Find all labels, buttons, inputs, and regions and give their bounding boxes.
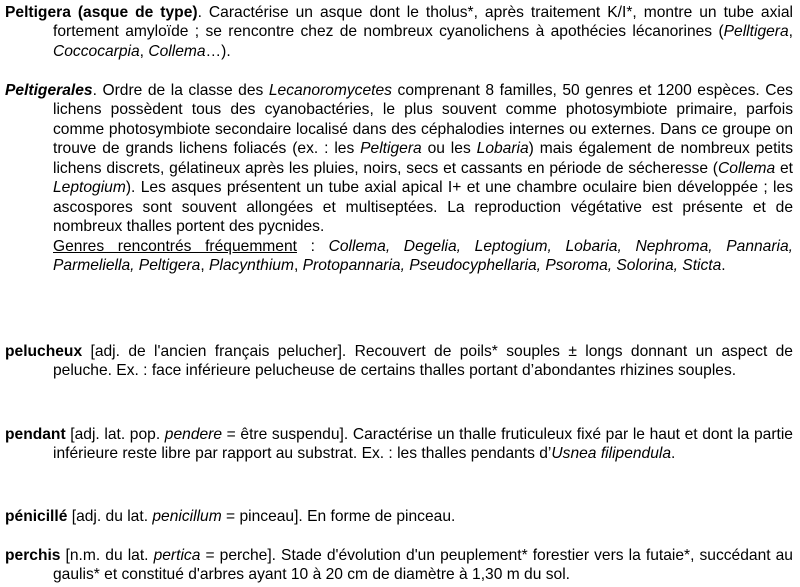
genres-label: Genres rencontrés fréquemment — [53, 237, 297, 255]
definition-text: et — [775, 159, 794, 177]
latin-word: penicillum — [152, 507, 222, 525]
term-pendant: pendant — [5, 425, 66, 443]
definition-text: comprenant 8 familles, 50 genres et 1200 espèces. Ces lichens possèdent tous des cyanobactéries, le plus souvent comme photosymbiote primaire, parfois comme photosymbiote secondaire localisé dans des céphalodies internes ou externes. Dans ce groupe on trouve de grands lichens foliacés (ex. : les — [53, 81, 793, 158]
definition-text: = perche]. Stade d'évolution d'un peuplement* forestier vers la futaie*, succédant au gaulis* et constitué d'arbres ayant 10 à 20 cm de diamètre à 1,30 m du sol. — [53, 546, 793, 584]
entry-peltigerales — [5, 81, 793, 276]
definition-text: [adj. de l'ancien français pelucher]. Recouvert de poils* souples ± longs donnant un aspect de peluche. Ex. : face inférieure pelucheuse de certains thalles portant d’abondantes rhizines souples. — [53, 342, 793, 380]
entry-penicille — [5, 507, 793, 527]
genus-name: Pelltigera — [723, 23, 789, 41]
definition-text: = pinceau]. En forme de pinceau. — [221, 507, 456, 525]
definition-text: [n.m. du lat. — [60, 546, 154, 564]
definition-text: = être suspendu]. Caractérise un thalle fruticuleux fixé par le haut et dont la partie inférieure reste libre par rapport au substrat. Ex. : les thalles pendants d’ — [53, 425, 793, 463]
genus-name: Collema — [718, 159, 776, 177]
period: . — [671, 445, 676, 463]
genres-names: Placynthium — [209, 257, 294, 275]
entry-peltigera — [5, 3, 793, 62]
genus-name: Coccocarpia — [53, 42, 140, 60]
definition-text: [adj. du lat. — [67, 507, 153, 525]
entry-pendant — [5, 425, 793, 464]
period: . — [721, 257, 726, 275]
species-name: Usnea filipendula — [551, 445, 672, 463]
class-name: Lecanoromycetes — [268, 81, 392, 99]
separator: , — [788, 23, 793, 41]
definition-text: . Ordre de la classe des — [92, 81, 269, 99]
definition-text: . Caractérise un asque dont le tholus*, après traitement K/I*, montre un tube axial fortement amyloïde ; se rencontre chez de nombreux cyanolichens à apothécies lécanorines ( — [53, 3, 793, 41]
genus-name: Leptogium — [53, 179, 126, 197]
definition-text: ). — [221, 42, 231, 60]
term-pelucheux: pelucheux — [5, 342, 83, 360]
latin-word: pendere — [164, 425, 223, 443]
entry-perchis — [5, 546, 793, 585]
term-perchis: perchis — [5, 546, 61, 564]
definition-text: ou les — [421, 140, 477, 158]
ellipsis: … — [205, 42, 222, 60]
term-peltigerales: Peltigerales — [5, 81, 93, 99]
definition-text: ). Les asques présentent un tube axial apical I+ et une chambre oculaire bien développée ; les ascospores sont souvent allongées et multiseptées. La reproduction végétative est présente et de nombreux thalles portent des pycnides. — [53, 179, 793, 236]
entry-pelucheux — [5, 342, 793, 381]
definition-text: [adj. lat. pop. — [65, 425, 165, 443]
genres-names: Collema, Degelia, Leptogium, Lobaria, Nephroma, Pannaria, Parmeliella, Peltigera — [53, 237, 793, 275]
separator: , — [139, 42, 149, 60]
separator: , — [200, 257, 210, 275]
separator: , — [293, 257, 303, 275]
genus-name: Peltigera — [360, 140, 422, 158]
separator: : — [296, 237, 329, 255]
genus-name: Lobaria — [476, 140, 529, 158]
term-peltigera: Peltigera (asque de type) — [5, 3, 198, 21]
genus-name: Collema — [148, 42, 206, 60]
latin-word: pertica — [153, 546, 201, 564]
genres-list — [53, 237, 793, 276]
term-penicille: pénicillé — [5, 507, 68, 525]
definition-text: ) mais également de nombreux petits lichens discrets, gélatineux après les pluies, noirs, secs et cassants en période de sécheresse ( — [53, 140, 794, 177]
genres-names: Protopannaria, Pseudocyphellaria, Psoroma, Solorina, Sticta — [302, 257, 722, 275]
